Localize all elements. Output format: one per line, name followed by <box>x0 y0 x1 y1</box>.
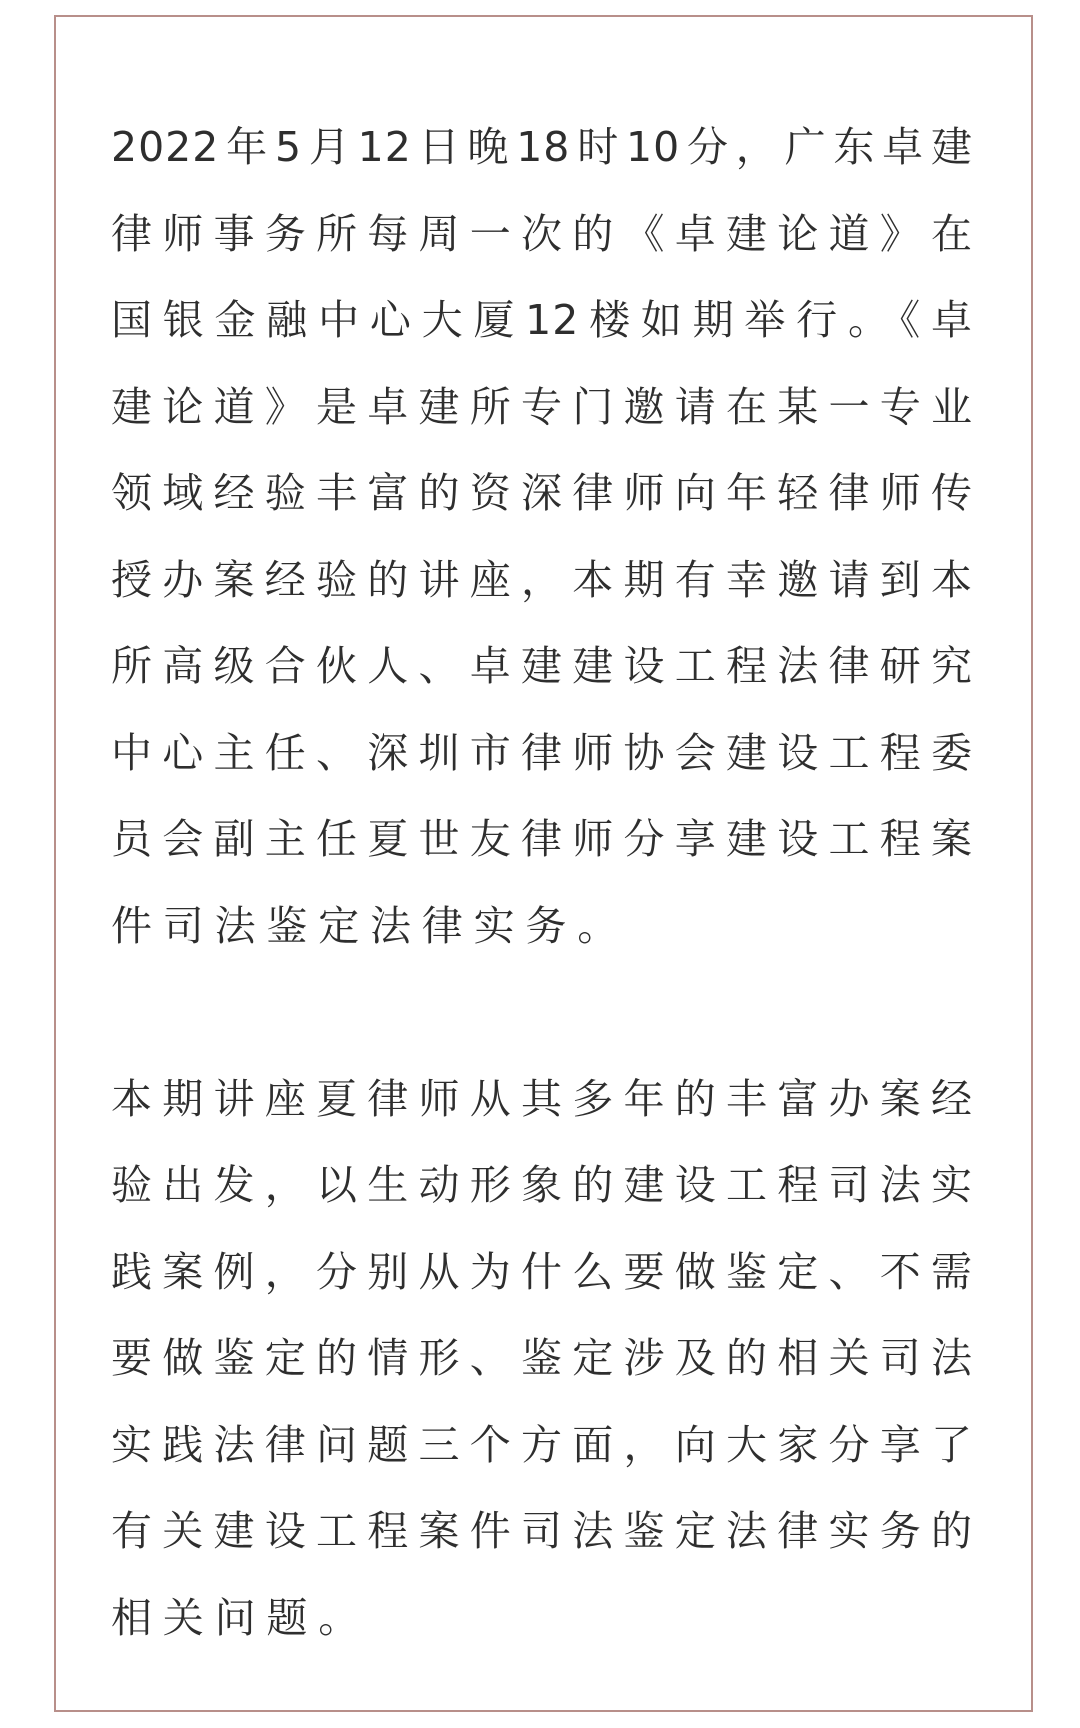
paragraph-1 <box>111 104 973 969</box>
text-line: 实践法律问题三个方面，向大家分享了 <box>111 1420 973 1469</box>
text-line: 要做鉴定的情形、鉴定涉及的相关司法 <box>111 1334 973 1382</box>
article-body <box>111 104 973 1661</box>
text-line: 2022年5月12日晚18时10分，广东卓建 <box>111 123 973 171</box>
text-line: 建论道》是卓建所专门邀请在某一专业 <box>111 382 973 431</box>
text-line: 本期讲座夏律师从其多年的丰富办案经 <box>111 1074 973 1123</box>
text-line: 国银金融中心大厦12楼如期举行。《卓 <box>111 296 973 344</box>
text-line: 领域经验丰富的资深律师向年轻律师传 <box>111 469 973 517</box>
text-line: 验出发，以生动形象的建设工程司法实 <box>111 1161 973 1209</box>
text-line: 授办案经验的讲座，本期有幸邀请到本 <box>111 555 973 604</box>
text-line: 有关建设工程案件司法鉴定法律实务的 <box>111 1507 973 1555</box>
text-line: 律师事务所每周一次的《卓建论道》在 <box>111 209 973 258</box>
text-line: 中心主任、深圳市律师协会建设工程委 <box>111 728 973 777</box>
text-line: 相关问题。 <box>111 1593 370 1642</box>
paragraph-spacer <box>111 969 973 1056</box>
text-line: 件司法鉴定法律实务。 <box>111 901 629 950</box>
text-line: 所高级合伙人、卓建建设工程法律研究 <box>111 642 973 690</box>
paragraph-2 <box>111 1056 973 1662</box>
text-line: 践案例，分别从为什么要做鉴定、不需 <box>111 1247 973 1296</box>
text-line: 员会副主任夏世友律师分享建设工程案 <box>111 815 973 863</box>
